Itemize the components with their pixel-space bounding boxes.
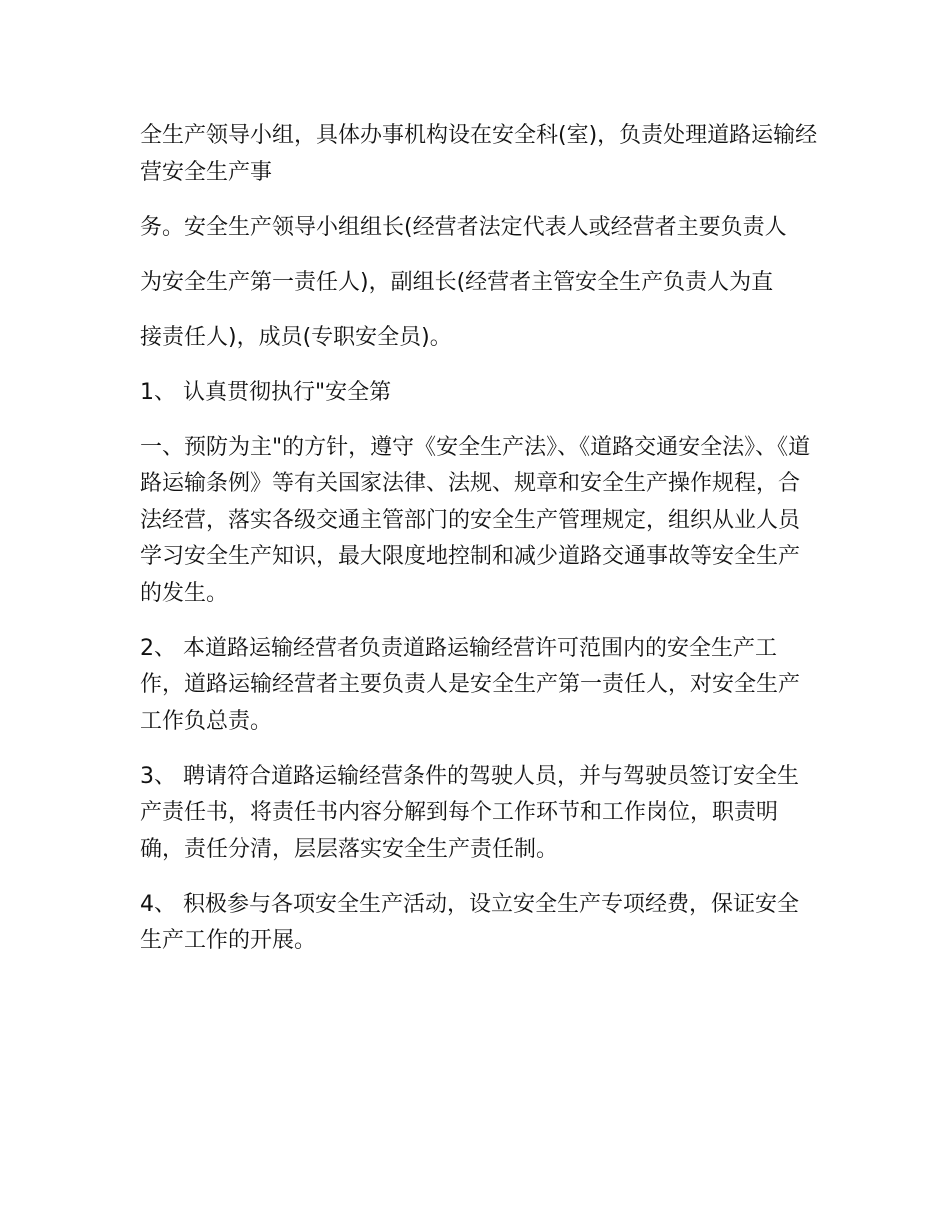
paragraph-group-leader: 务。安全生产领导小组组长(经营者法定代表人或经营者主要负责人 <box>140 214 787 240</box>
paragraph-item-1-heading: 1、 认真贯彻执行"安全第 <box>140 379 392 405</box>
paragraph-first-responsible: 为安全生产第一责任人)，副组长(经营者主管安全生产负责人为直 <box>140 269 774 295</box>
paragraph-item-3: 3、 聘请符合道路运输经营条件的驾驶人员，并与驾驶员签订安全生产责任书，将责任书内容分解到每个工作环节和工作岗位，职责明确，责任分清，层层落实安全生产责任制。 <box>140 763 799 862</box>
paragraph-item-4: 4、 积极参与各项安全生产活动，设立安全生产专项经费，保证安全生产工作的开展。 <box>140 891 799 953</box>
paragraph-members: 接责任人)，成员(专职安全员)。 <box>140 324 452 350</box>
document-body <box>140 118 820 978</box>
paragraph-leadership-group: 全生产领导小组，具体办事机构设在安全科(室)，负责处理道路运输经营安全生产事 <box>140 123 818 185</box>
paragraph-item-2: 2、 本道路运输经营者负责道路运输经营许可范围内的安全生产工作，道路运输经营者主要负责人是安全生产第一责任人，对安全生产工作负总责。 <box>140 635 801 734</box>
paragraph-item-1-body: 一、预防为主"的方针，遵守《安全生产法》、《道路交通安全法》、《道路运输条例》等有关国家法律、法规、规章和安全生产操作规程，合法经营，落实各级交通主管部门的安全生产管理规定，组织从业人员学习安全生产知识，最大限度地控制和减少道路交通事故等安全生产的发生。 <box>140 434 811 606</box>
